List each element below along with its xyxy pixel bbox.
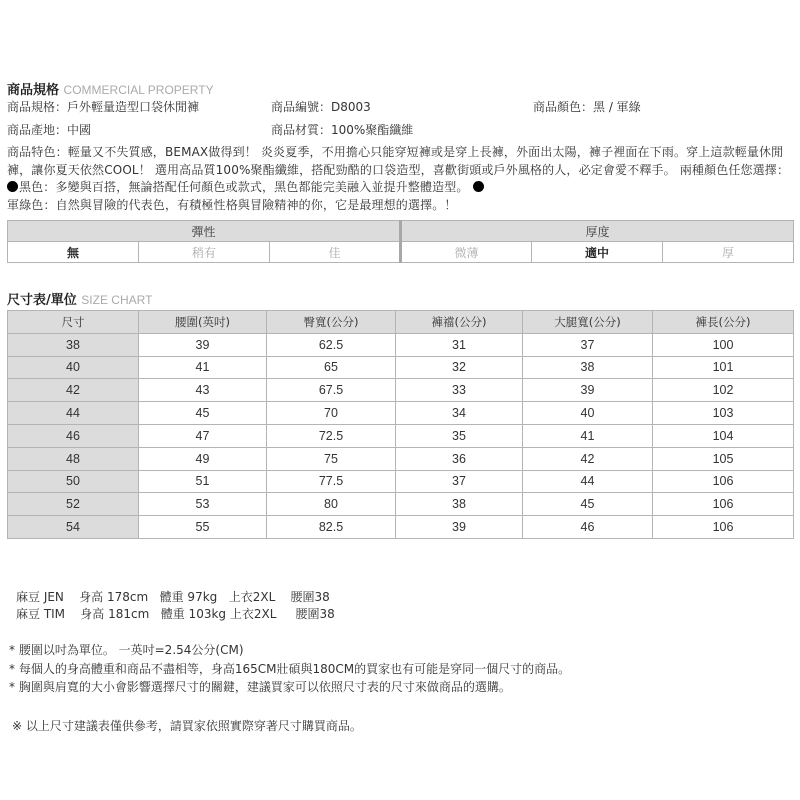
black-circle-icon [473, 181, 484, 192]
size-row [8, 379, 794, 402]
header-size: 尺寸 [8, 311, 139, 334]
cell-thigh: 41 [523, 424, 653, 447]
cell-rise: 35 [396, 424, 523, 447]
model-jen: 麻豆 JEN 身高 178cm 體重 97kg 上衣2XL 腰圍38 [16, 590, 330, 604]
header-waist: 腰圍(英吋) [139, 311, 267, 334]
cell-rise: 31 [396, 333, 523, 356]
note-body-variation: * 每個人的身高體重和商品不盡相等，身高165CM壯碩與180CM的買家也有可能是穿同一個尺寸的商品。 [9, 661, 571, 676]
note-chest-shoulder: * 胸圍與肩寬的大小會影響選擇尺寸的關鍵，建議買家可以依照尺寸表的尺寸來做商品的選購。 [9, 680, 511, 694]
cell-thigh: 44 [523, 470, 653, 493]
size-chart-header-row [8, 311, 794, 334]
cell-rise: 39 [396, 516, 523, 539]
cell-length: 105 [653, 447, 794, 470]
size-heading-zh: 尺寸表/單位 [7, 293, 77, 308]
cell-waist: 49 [139, 447, 267, 470]
cell-hip: 65 [267, 356, 396, 379]
cell-size: 54 [8, 516, 139, 539]
size-row [8, 447, 794, 470]
cell-size: 46 [8, 424, 139, 447]
cell-rise: 32 [396, 356, 523, 379]
cell-rise: 37 [396, 470, 523, 493]
heading-en: COMMERCIAL PROPERTY [63, 83, 214, 97]
cell-length: 102 [653, 379, 794, 402]
size-chart-table [7, 310, 794, 539]
product-code: 商品編號：D8003 [271, 100, 371, 114]
cell-size: 38 [8, 333, 139, 356]
model-tim: 麻豆 TIM 身高 181cm 體重 103kg 上衣2XL 腰圍38 [16, 607, 335, 621]
cell-thigh: 42 [523, 447, 653, 470]
thickness-option-thick: 厚 [663, 242, 794, 263]
product-name: 商品規格：戶外輕量造型口袋休閒褲 [7, 100, 200, 114]
cell-length: 101 [653, 356, 794, 379]
size-row [8, 356, 794, 379]
cell-size: 42 [8, 379, 139, 402]
cell-size: 50 [8, 470, 139, 493]
size-row [8, 516, 794, 539]
cell-hip: 80 [267, 493, 396, 516]
cell-thigh: 46 [523, 516, 653, 539]
cell-thigh: 45 [523, 493, 653, 516]
size-notes [9, 641, 570, 697]
cell-waist: 41 [139, 356, 267, 379]
size-row [8, 402, 794, 425]
thickness-option-medium: 適中 [532, 242, 663, 263]
desc-part1: 商品特色：輕量又不失質感，BEMAX做得到！ 炎炎夏季，不用擔心只能穿短褲或是穿上長褲，外面出太陽，褲子裡面在下雨。穿上這款輕量休閒褲，讓你夏天依然COOL！ 選用高品質100%聚酯纖維，搭配勁酷的口袋造型，喜歡街頭或戶外風格的人，必定會愛不釋手。 兩種顏色任您選擇： [7, 145, 790, 177]
size-heading-en: SIZE CHART [81, 293, 153, 307]
product-color: 商品顏色：黑 / 軍綠 [533, 100, 641, 114]
cell-waist: 51 [139, 470, 267, 493]
attribute-table [7, 220, 794, 263]
header-thigh: 大腿寬(公分) [523, 311, 653, 334]
thickness-label: 厚度 [401, 221, 794, 242]
cell-thigh: 38 [523, 356, 653, 379]
elasticity-option-slight: 稍有 [139, 242, 270, 263]
header-hip: 臀寬(公分) [267, 311, 396, 334]
cell-hip: 62.5 [267, 333, 396, 356]
cell-hip: 70 [267, 402, 396, 425]
cell-waist: 53 [139, 493, 267, 516]
cell-size: 52 [8, 493, 139, 516]
cell-waist: 47 [139, 424, 267, 447]
cell-waist: 39 [139, 333, 267, 356]
cell-hip: 75 [267, 447, 396, 470]
cell-length: 106 [653, 493, 794, 516]
elasticity-label: 彈性 [8, 221, 401, 242]
cell-length: 104 [653, 424, 794, 447]
disclaimer: ※ 以上尺寸建議表僅供參考，請買家依照實際穿著尺寸購買商品。 [12, 719, 362, 733]
cell-rise: 34 [396, 402, 523, 425]
cell-hip: 67.5 [267, 379, 396, 402]
cell-size: 48 [8, 447, 139, 470]
product-description [7, 144, 795, 214]
elasticity-option-good: 佳 [270, 242, 401, 263]
header-length: 褲長(公分) [653, 311, 794, 334]
product-origin: 商品產地：中國 [7, 123, 92, 137]
note-waist-unit: * 腰圍以吋為單位。 一英吋=2.54公分(CM) [9, 643, 244, 657]
cell-waist: 45 [139, 402, 267, 425]
cell-length: 106 [653, 516, 794, 539]
cell-size: 44 [8, 402, 139, 425]
cell-length: 100 [653, 333, 794, 356]
cell-size: 40 [8, 356, 139, 379]
cell-hip: 82.5 [267, 516, 396, 539]
product-material: 商品材質：100%聚酯纖維 [271, 123, 414, 137]
cell-hip: 77.5 [267, 470, 396, 493]
cell-thigh: 40 [523, 402, 653, 425]
elasticity-option-none: 無 [8, 242, 139, 263]
cell-thigh: 39 [523, 379, 653, 402]
cell-rise: 38 [396, 493, 523, 516]
size-row [8, 424, 794, 447]
cell-waist: 55 [139, 516, 267, 539]
size-row [8, 470, 794, 493]
model-info [16, 589, 335, 623]
cell-length: 103 [653, 402, 794, 425]
commercial-property-heading [7, 79, 214, 98]
size-chart-heading [7, 289, 152, 308]
cell-thigh: 37 [523, 333, 653, 356]
header-rise: 褲襠(公分) [396, 311, 523, 334]
black-circle-icon [7, 181, 18, 192]
heading-zh: 商品規格 [7, 83, 60, 98]
cell-waist: 43 [139, 379, 267, 402]
cell-hip: 72.5 [267, 424, 396, 447]
thickness-option-thin: 微薄 [401, 242, 532, 263]
desc-part2: 黑色：多變與百搭，無論搭配任何顏色或款式，黑色都能完美融入並提升整體造型。 [19, 180, 473, 194]
cell-length: 106 [653, 470, 794, 493]
size-row [8, 493, 794, 516]
desc-part3: 軍綠色：自然與冒險的代表色，有積極性格與冒險精神的你，它是最理想的選擇。！ [7, 197, 457, 212]
size-row [8, 333, 794, 356]
cell-rise: 33 [396, 379, 523, 402]
cell-rise: 36 [396, 447, 523, 470]
